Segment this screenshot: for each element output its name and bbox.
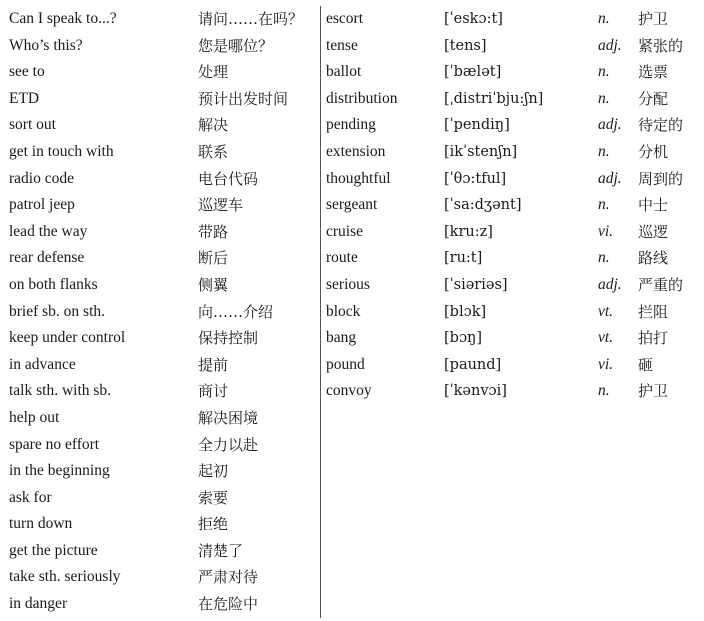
vocab-part-of-speech: vi. <box>598 222 614 240</box>
phrase-row <box>9 86 315 113</box>
vocab-phonetic: [blɔk] <box>444 303 487 320</box>
vocab-phonetic: [tens] <box>444 37 487 54</box>
vocab-phonetic: [ˈpendiŋ] <box>444 117 510 134</box>
phrase-english: turn down <box>9 515 73 533</box>
vocab-chinese: 待定的 <box>638 116 684 135</box>
vocab-phonetic: [paund] <box>444 356 502 373</box>
phrase-row <box>9 325 315 352</box>
phrase-english: brief sb. on sth. <box>9 302 106 320</box>
vocab-phonetic: [ˈsiəriəs] <box>444 276 508 293</box>
word-row <box>326 6 698 33</box>
vocab-word: sergeant <box>326 196 378 214</box>
vocab-phonetic: [ˌdistriˈbju:ʃn] <box>444 90 544 107</box>
vocab-chinese: 分机 <box>638 142 669 161</box>
vocab-part-of-speech: vt. <box>598 329 614 347</box>
vocab-chinese: 砸 <box>638 355 654 374</box>
phrase-english: in danger <box>9 595 68 613</box>
phrase-chinese: 拒绝 <box>198 515 229 534</box>
phrase-chinese: 在危险中 <box>198 595 259 614</box>
vocab-chinese: 护卫 <box>638 10 669 28</box>
phrase-english: Who’s this? <box>9 36 83 54</box>
phrase-chinese: 您是哪位？ <box>198 36 274 55</box>
phrase-chinese: 全力以赴 <box>198 435 259 454</box>
phrase-chinese: 保持控制 <box>198 329 259 348</box>
vocab-part-of-speech: vt. <box>598 302 614 320</box>
phrase-row <box>9 112 315 139</box>
vocab-word: tense <box>326 36 358 54</box>
phrase-chinese: 解决困境 <box>198 408 259 427</box>
word-row <box>326 192 698 219</box>
phrase-english: ask for <box>9 488 52 506</box>
phrase-chinese: 预计出发时间 <box>198 89 289 108</box>
phrase-list <box>9 6 315 618</box>
phrase-english: take sth. seriously <box>9 568 121 586</box>
vocab-phonetic: [ikˈstenʃn] <box>444 143 518 160</box>
phrase-english: ETD <box>9 89 40 107</box>
vocab-word: extension <box>326 142 386 160</box>
vocab-part-of-speech: adj. <box>598 169 622 187</box>
vocab-word: route <box>326 249 358 267</box>
phrase-english: rear defense <box>9 249 85 267</box>
phrase-chinese: 解决 <box>198 116 229 135</box>
vocab-part-of-speech: adj. <box>598 116 622 134</box>
vocab-word: pending <box>326 116 376 134</box>
phrase-chinese: 向……介绍 <box>198 302 274 321</box>
phrase-row <box>9 405 315 432</box>
phrase-row <box>9 272 315 299</box>
vocab-phonetic: [ˈbælət] <box>444 64 502 81</box>
phrase-row <box>9 538 315 565</box>
phrase-chinese: 处理 <box>198 63 229 82</box>
phrase-chinese: 请问……在吗？ <box>198 10 304 28</box>
phrase-row <box>9 564 315 591</box>
phrase-row <box>9 139 315 166</box>
phrase-chinese: 联系 <box>198 142 229 161</box>
vocab-chinese: 紧张的 <box>638 36 684 55</box>
vocab-chinese: 中士 <box>638 196 669 215</box>
phrase-english: get in touch with <box>9 142 114 160</box>
vocab-phonetic: [ru:t] <box>444 250 483 267</box>
word-row <box>326 139 698 166</box>
phrase-chinese: 严肃对待 <box>198 568 259 587</box>
vocab-chinese: 巡逻 <box>638 222 669 241</box>
phrase-chinese: 清楚了 <box>198 541 244 560</box>
phrase-english: talk sth. with sb. <box>9 382 112 400</box>
phrase-row <box>9 192 315 219</box>
phrase-row <box>9 59 315 86</box>
phrase-row <box>9 432 315 459</box>
phrase-row <box>9 219 315 246</box>
vocab-word: ballot <box>326 63 362 81</box>
vocab-phonetic: [kru:z] <box>444 223 493 240</box>
phrase-row <box>9 6 315 33</box>
vocab-part-of-speech: adj. <box>598 275 622 293</box>
vocab-word: thoughtful <box>326 169 391 187</box>
vocab-word: convoy <box>326 382 372 400</box>
word-list <box>326 6 698 405</box>
vocab-word: block <box>326 302 361 320</box>
vocab-chinese: 路线 <box>638 249 669 268</box>
phrase-english: on both flanks <box>9 275 98 293</box>
vocab-phonetic: [ˈsa:dʒənt] <box>444 197 522 214</box>
vocab-chinese: 护卫 <box>638 382 669 401</box>
phrase-english: patrol jeep <box>9 196 75 214</box>
word-row <box>326 378 698 405</box>
word-row <box>326 86 698 113</box>
vocab-chinese: 拍打 <box>638 329 669 348</box>
vocab-chinese: 选票 <box>638 63 669 82</box>
vocab-phonetic: [ˈkənvɔi] <box>444 383 507 400</box>
word-row <box>326 112 698 139</box>
vocab-part-of-speech: n. <box>598 89 610 107</box>
phrase-row <box>9 378 315 405</box>
phrase-chinese: 起初 <box>198 462 229 481</box>
word-row <box>326 352 698 379</box>
phrase-row <box>9 511 315 538</box>
vocab-part-of-speech: n. <box>598 63 610 81</box>
phrase-chinese: 巡逻车 <box>198 196 244 215</box>
phrase-english: lead the way <box>9 222 88 240</box>
vocab-part-of-speech: n. <box>598 196 610 214</box>
phrase-chinese: 索要 <box>198 488 229 507</box>
word-row <box>326 219 698 246</box>
phrase-english: get the picture <box>9 541 98 559</box>
phrase-english: see to <box>9 63 45 81</box>
phrase-chinese: 商讨 <box>198 382 229 401</box>
phrase-row <box>9 33 315 60</box>
word-row <box>326 245 698 272</box>
word-row <box>326 59 698 86</box>
phrase-row <box>9 591 315 618</box>
phrase-chinese: 侧翼 <box>198 275 229 294</box>
vocab-word: bang <box>326 329 357 347</box>
phrase-row <box>9 245 315 272</box>
word-row <box>326 272 698 299</box>
phrase-row <box>9 352 315 379</box>
phrase-english: sort out <box>9 116 56 134</box>
phrase-row <box>9 485 315 512</box>
phrase-english: Can I speak to...? <box>9 10 117 27</box>
phrase-chinese: 提前 <box>198 355 229 374</box>
column-divider <box>320 6 321 618</box>
vocab-part-of-speech: n. <box>598 142 610 160</box>
phrase-english: help out <box>9 408 60 426</box>
phrase-english: spare no effort <box>9 435 100 453</box>
phrase-row <box>9 299 315 326</box>
vocab-chinese: 周到的 <box>638 169 684 188</box>
phrase-row <box>9 458 315 485</box>
vocab-part-of-speech: vi. <box>598 355 614 373</box>
phrase-chinese: 断后 <box>198 249 229 268</box>
word-row <box>326 166 698 193</box>
phrase-row <box>9 166 315 193</box>
vocab-word: serious <box>326 275 370 293</box>
phrase-english: in advance <box>9 355 76 373</box>
vocab-chinese: 拦阻 <box>638 302 669 321</box>
word-row <box>326 33 698 60</box>
vocab-part-of-speech: n. <box>598 249 610 267</box>
vocab-word: distribution <box>326 89 398 107</box>
vocab-word: pound <box>326 355 365 373</box>
phrase-english: keep under control <box>9 329 126 347</box>
vocab-part-of-speech: n. <box>598 382 610 400</box>
vocab-word: escort <box>326 10 364 27</box>
vocab-phonetic: [ˈθɔ:tful] <box>444 170 507 187</box>
phrase-chinese: 带路 <box>198 222 229 241</box>
phrase-english: in the beginning <box>9 462 110 480</box>
vocab-phonetic: [bɔŋ] <box>444 330 483 347</box>
phrase-english: radio code <box>9 169 74 187</box>
vocab-part-of-speech: adj. <box>598 36 622 54</box>
phrase-chinese: 电台代码 <box>198 169 259 188</box>
vocab-chinese: 严重的 <box>638 275 684 294</box>
word-row <box>326 325 698 352</box>
vocab-chinese: 分配 <box>638 89 669 108</box>
vocab-part-of-speech: n. <box>598 10 610 27</box>
vocab-phonetic: [ˈeskɔ:t] <box>444 11 503 27</box>
word-row <box>326 299 698 326</box>
vocab-word: cruise <box>326 222 364 240</box>
